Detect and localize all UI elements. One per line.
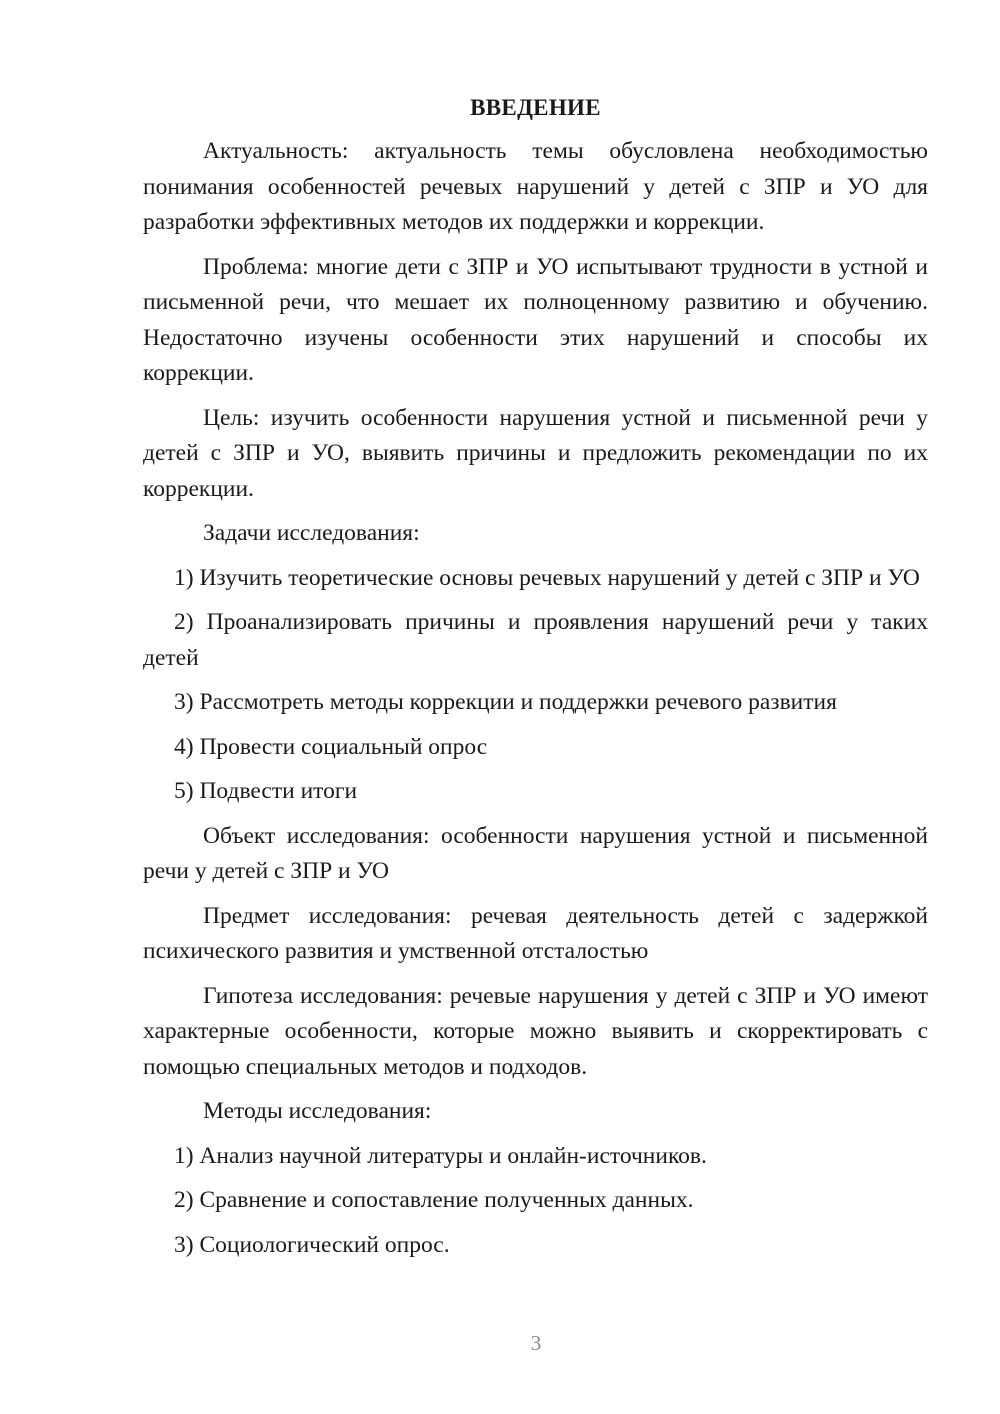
hypothesis-paragraph: Гипотеза исследования: речевые нарушения у детей с ЗПР и УО имеют характерные особенности, которые можно выявить и скорректировать с помощью специальных методов и подходов. [143, 982, 928, 1080]
task-item-1: 1) Изучить теоретические основы речевых нарушений у детей с ЗПР и УО [174, 564, 920, 591]
method-item-2: 2) Сравнение и сопоставление полученных данных. [174, 1187, 694, 1213]
method-item-3: 3) Социологический опрос. [174, 1231, 450, 1258]
method-item-1: 1) Анализ научной литературы и онлайн-источников. [174, 1142, 707, 1169]
task-item-2: 2) Проанализировать причины и проявления нарушений речи у таких детей [143, 609, 928, 671]
task-item-5: 5) Подвести итоги [174, 778, 358, 804]
document-page [143, 90, 928, 1272]
goal-paragraph: Цель: изучить особенности нарушения устной и письменной речи у детей с ЗПР и УО, выявить причины и предложить рекомендации по их коррекции. [143, 404, 928, 502]
problem-paragraph: Проблема: многие дети с ЗПР и УО испытывают трудности в устной и письменной речи, что мешает их полноценному развитию и обучению. Недостаточно изучены особенности этих нарушений и способы их коррекции. [143, 253, 928, 386]
subject-paragraph: Предмет исследования: речевая деятельность детей с задержкой психического развития и умственной отсталостью [143, 902, 928, 964]
task-item-4: 4) Провести социальный опрос [174, 733, 488, 760]
methods-title: Методы исследования: [203, 1098, 432, 1124]
relevance-paragraph: Актуальность: актуальность темы обусловлена необходимостью понимания особенностей речевых нарушений у детей с ЗПР и УО для разработки эффективных методов их поддержки и коррекции. [143, 138, 928, 235]
object-paragraph: Объект исследования: особенности нарушения устной и письменной речи у детей с ЗПР и УО [143, 822, 928, 884]
page-number: 3 [530, 1331, 542, 1355]
tasks-title: Задачи исследования: [203, 520, 420, 546]
section-heading: ВВЕДЕНИЕ [470, 95, 601, 120]
task-item-3: 3) Рассмотреть методы коррекции и поддержки речевого развития [174, 689, 837, 715]
